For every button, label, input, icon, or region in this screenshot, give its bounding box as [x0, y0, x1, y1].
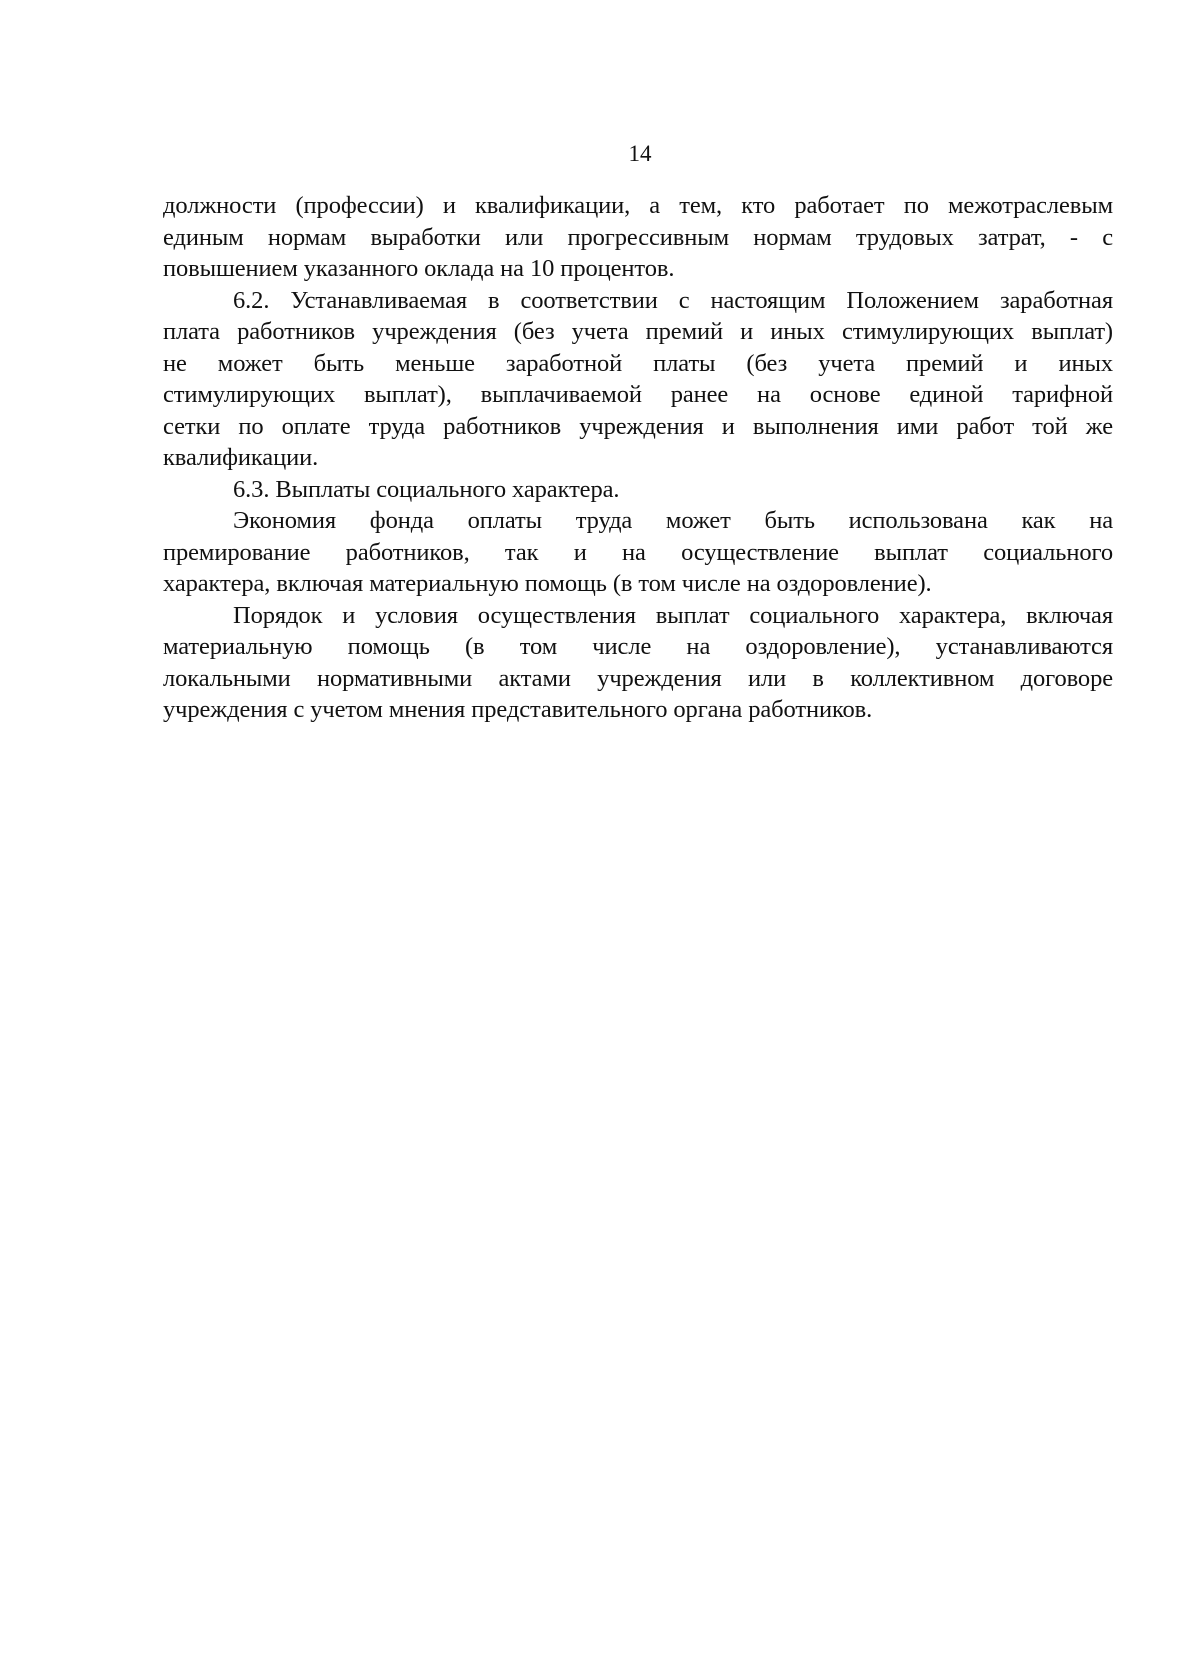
document-body — [163, 190, 1113, 726]
text-line: учреждения с учетом мнения представительного органа работников. — [163, 696, 873, 723]
text-line: должности (профессии) и квалификации, а тем, кто работает по межотраслевым — [163, 192, 1113, 219]
page-number: 14 — [628, 141, 652, 166]
text-line: повышением указанного оклада на 10 процентов. — [163, 255, 675, 282]
text-line: квалификации. — [163, 444, 319, 471]
paragraph-6-3-heading — [163, 474, 1113, 506]
paragraph-fund-savings — [163, 505, 1113, 600]
text-line: премирование работников, так и на осуществление выплат социального — [163, 538, 1113, 566]
text-line: 6.2. Устанавливаемая в соответствии с настоящим Положением заработная — [233, 286, 1113, 314]
paragraph-procedure — [163, 600, 1113, 726]
text-line: локальными нормативными актами учреждения или в коллективном договоре — [163, 664, 1113, 692]
text-line: Экономия фонда оплаты труда может быть использована как на — [233, 507, 1113, 534]
paragraph-continuation — [163, 190, 1113, 285]
text-line: Порядок и условия осуществления выплат социального характера, включая — [233, 601, 1113, 629]
text-line: стимулирующих выплат), выплачиваемой ранее на основе единой тарифной — [163, 381, 1113, 408]
text-line: плата работников учреждения (без учета премий и иных стимулирующих выплат) — [163, 318, 1113, 345]
text-line: характера, включая материальную помощь (в том числе на оздоровление). — [163, 570, 932, 597]
text-line: материальную помощь (в том числе на оздоровление), устанавливаются — [163, 633, 1113, 660]
text-line: 6.3. Выплаты социального характера. — [233, 475, 620, 503]
text-line: единым нормам выработки или прогрессивным нормам трудовых затрат, - с — [163, 223, 1113, 251]
text-line: сетки по оплате труда работников учреждения и выполнения ими работ той же — [163, 412, 1113, 440]
paragraph-6-2 — [163, 285, 1113, 474]
text-line: не может быть меньше заработной платы (без учета премий и иных — [163, 349, 1113, 377]
